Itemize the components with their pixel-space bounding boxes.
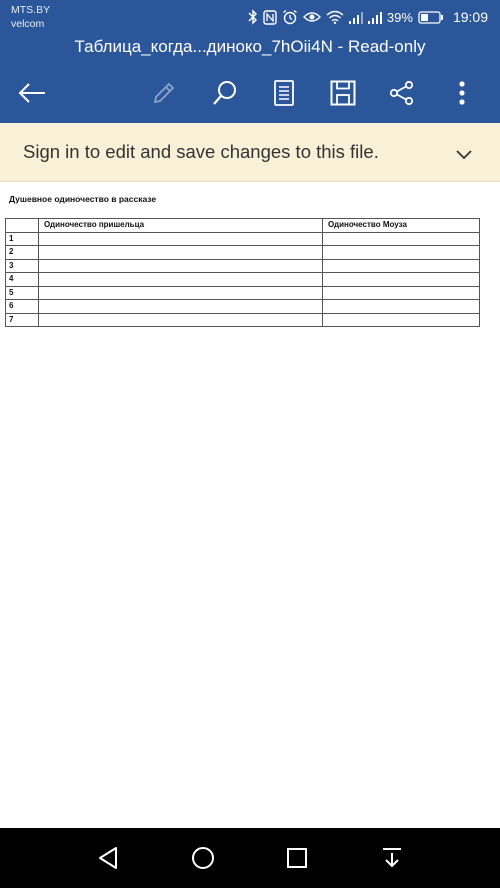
- reading-view-icon: [273, 80, 295, 106]
- table-row: [6, 273, 480, 287]
- battery-icon: [418, 11, 444, 24]
- carrier-info: [11, 3, 50, 31]
- wifi-icon: [326, 10, 344, 24]
- header-cell-alien-loneliness: Одиночество пришельца: [39, 219, 323, 233]
- table-cell: [323, 313, 480, 327]
- document-title: Таблица_когда...диноко_7hOii4N - Read-only: [74, 37, 426, 56]
- toolbar: [0, 70, 500, 116]
- navigation-bar: [0, 828, 500, 888]
- back-button[interactable]: [10, 70, 54, 116]
- clock: 19:09: [452, 9, 488, 25]
- eye-comfort-icon: [303, 10, 321, 24]
- edit-button[interactable]: [142, 70, 186, 116]
- circle-home-icon: [191, 846, 215, 870]
- table-row: [6, 286, 480, 300]
- table-row: [6, 232, 480, 246]
- table-cell: [39, 286, 323, 300]
- table-row: [6, 300, 480, 314]
- alarm-icon: [282, 9, 298, 25]
- sign-in-message[interactable]: Sign in to edit and save changes to this file.: [23, 141, 379, 162]
- back-arrow-icon: [18, 83, 46, 103]
- nfc-icon: [263, 10, 277, 25]
- table-header-row: [6, 219, 480, 233]
- header-cell-mouse-loneliness: Одиночество Моуза: [323, 219, 480, 233]
- save-icon: [330, 80, 356, 106]
- table-row: [6, 246, 480, 260]
- table-cell: [323, 273, 480, 287]
- table-cell: [323, 286, 480, 300]
- table-cell: [39, 273, 323, 287]
- nav-recents-button[interactable]: [282, 843, 312, 873]
- table-row: [6, 259, 480, 273]
- signal-1-icon: [349, 10, 363, 24]
- share-button[interactable]: [380, 70, 424, 116]
- bluetooth-icon: [248, 9, 258, 25]
- status-icons: [248, 8, 488, 26]
- row-number-cell: 3: [6, 259, 39, 273]
- more-options-button[interactable]: [440, 70, 484, 116]
- table-cell: [39, 246, 323, 260]
- carrier-1: MTS.BY: [11, 4, 51, 16]
- more-options-icon: [458, 81, 466, 105]
- reading-view-button[interactable]: [262, 70, 306, 116]
- nav-notifications-button[interactable]: [377, 843, 407, 873]
- save-button[interactable]: [321, 70, 365, 116]
- table-cell: [39, 313, 323, 327]
- carrier-2: velcom: [11, 18, 45, 30]
- row-number-cell: 6: [6, 300, 39, 314]
- document-table: [5, 218, 480, 327]
- battery-percent: 39%: [386, 9, 413, 25]
- row-number-cell: 2: [6, 246, 39, 260]
- row-number-cell: 7: [6, 313, 39, 327]
- nav-home-button[interactable]: [188, 843, 218, 873]
- table-cell: [323, 300, 480, 314]
- square-recents-icon: [286, 847, 308, 869]
- row-number-cell: 4: [6, 273, 39, 287]
- row-number-cell: 5: [6, 286, 39, 300]
- table-cell: [323, 246, 480, 260]
- table-cell: [323, 232, 480, 246]
- share-icon: [389, 80, 415, 106]
- status-bar: [0, 0, 500, 34]
- search-button[interactable]: [203, 70, 247, 116]
- table-cell: [39, 232, 323, 246]
- table-row: [6, 313, 480, 327]
- app-header: [0, 0, 500, 123]
- triangle-back-icon: [97, 846, 119, 870]
- signal-2-icon: [368, 10, 382, 24]
- header-cell: [6, 219, 39, 233]
- table-cell: [39, 300, 323, 314]
- table-cell: [323, 259, 480, 273]
- document-page: [0, 182, 500, 828]
- sign-in-banner[interactable]: [0, 123, 500, 182]
- nav-back-button[interactable]: [93, 843, 123, 873]
- pencil-icon: [151, 80, 177, 106]
- table-cell: [39, 259, 323, 273]
- chevron-down-icon[interactable]: [454, 144, 474, 164]
- document-heading: Душевное одиночество в рассказе: [9, 194, 157, 204]
- search-icon: [212, 80, 238, 106]
- pull-down-icon: [380, 846, 404, 870]
- row-number-cell: 1: [6, 232, 39, 246]
